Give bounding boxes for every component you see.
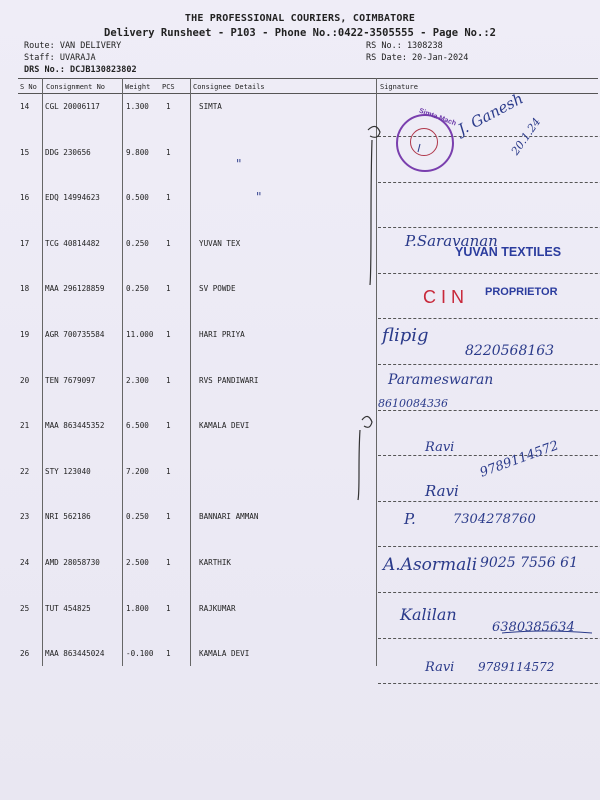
ditto-mark-16: "	[256, 190, 262, 204]
col-consignee: Consignee Details	[193, 83, 265, 91]
row-consignment-no: TEN 7679097	[45, 375, 96, 385]
rs-number: RS No.: 1308238	[366, 41, 443, 51]
row-weight: 1.800	[126, 603, 149, 613]
row-sno: 24	[20, 558, 30, 567]
row-consignee: RVS PANDIWARI	[199, 375, 259, 385]
row-sno: 23	[20, 512, 30, 522]
row-sno: 22	[20, 466, 30, 476]
yuvan-textiles-stamp: YUVAN TEXTILES	[455, 245, 562, 259]
date-row14: 20.1.24	[508, 115, 544, 158]
row-weight: 2.300	[126, 375, 149, 385]
phone-row20: 8610084336	[378, 397, 448, 410]
row-pcs: 1	[166, 238, 171, 248]
row-pcs: 1	[166, 649, 171, 659]
row-consignee: YUVAN TEX	[199, 238, 241, 248]
row-consignee: BANNARI AMMAN	[199, 512, 259, 522]
row-consignee: HARI PRIYA	[199, 330, 245, 339]
row-sno: 25	[20, 603, 30, 613]
row-weight: 7.200	[126, 466, 149, 476]
phone-row26: 9789114572	[478, 660, 555, 674]
row-weight: 11.000	[126, 330, 154, 339]
route-label: Route: VAN DELIVERY	[24, 41, 122, 51]
row-pcs: 1	[166, 421, 171, 431]
row-pcs: 1	[166, 193, 171, 203]
staff-label: Staff: UVARAJA	[24, 53, 96, 63]
row-consignee: SIMTA	[199, 102, 222, 111]
signature-row21: Ravi	[425, 440, 455, 455]
row-weight: 6.500	[126, 421, 149, 431]
row-consignment-no: EDQ 14994623	[45, 193, 100, 203]
row-sno: 16	[20, 193, 30, 203]
signature-row20: Parameswaran	[388, 372, 494, 388]
row-weight: 0.250	[126, 512, 149, 522]
row-consignment-no: MAA 296128859	[45, 284, 105, 294]
row-sno: 20	[20, 375, 30, 385]
row-weight: 0.250	[126, 284, 149, 294]
col-sno: S No	[20, 83, 37, 91]
row-consignment-no: MAA 863445352	[45, 421, 105, 431]
phone-row23: 7304278760	[453, 512, 536, 527]
cin-mark: C I N	[423, 287, 465, 307]
row-pcs: 1	[166, 603, 171, 613]
row-pcs: 1	[166, 512, 171, 522]
row-consignee: KAMALA DEVI	[199, 421, 250, 431]
row-consignment-no: STY 123040	[45, 466, 91, 476]
row-consignment-no: TUT 454825	[45, 603, 91, 613]
signature-row17: P.Saravanan	[405, 232, 498, 250]
signature-row14: J. Ganesh	[454, 89, 527, 139]
row-sno: 21	[20, 421, 30, 431]
row-sno: 26	[20, 649, 30, 659]
row-pcs: 1	[166, 558, 171, 567]
proprietor-stamp: PROPRIETOR	[485, 286, 558, 298]
phone-row25: 6380385634	[492, 620, 575, 635]
row-consignment-no: CGL 20006117	[45, 102, 100, 111]
row-pcs: 1	[166, 466, 171, 476]
phone-row19: 8220568163	[465, 343, 555, 359]
signature-row22: Ravi	[425, 482, 459, 500]
row-weight: -0.100	[126, 649, 154, 659]
rs-date: RS Date: 20-Jan-2024	[366, 53, 469, 63]
row-sno: 18	[20, 284, 30, 294]
row-sno: 15	[20, 147, 30, 157]
row-consignment-no: NRI 562186	[45, 512, 91, 522]
row-sno: 19	[20, 330, 30, 339]
col-pcs: PCS	[162, 83, 175, 91]
ditto-mark-15: "	[236, 157, 242, 171]
phone-row24: 9025 7556 61	[480, 555, 578, 571]
company-title: THE PROFESSIONAL COURIERS, COIMBATORE	[184, 13, 416, 24]
row-weight: 2.500	[126, 558, 149, 567]
row-pcs: 1	[166, 284, 171, 294]
signature-row24: A.Asormali	[383, 555, 478, 575]
row-consignee: RAJKUMAR	[199, 603, 236, 613]
row-pcs: 1	[166, 330, 171, 339]
stamp-text: Simta Mach	[417, 107, 457, 128]
row-consignment-no: DDG 230656	[45, 147, 91, 157]
row-weight: 9.800	[126, 147, 149, 157]
drs-number: DRS No.: DCJB130823802	[24, 65, 137, 75]
row-consignment-no: TCG 40814482	[45, 238, 100, 248]
row-weight: 0.250	[126, 238, 149, 248]
row-consignment-no: MAA 863445024	[45, 649, 105, 659]
row-consignee: SV POWDE	[199, 284, 236, 294]
phone-row22: 9789114572	[477, 438, 561, 481]
row-consignee: KARTHIK	[199, 558, 232, 567]
row-pcs: 1	[166, 102, 171, 111]
row-consignment-no: AMD 28058730	[45, 558, 100, 567]
col-signature: Signature	[380, 83, 418, 91]
col-weight: Weight	[125, 83, 151, 91]
row-sno: 17	[20, 238, 30, 248]
row-consignee: KAMALA DEVI	[199, 649, 250, 659]
signature-row26: Ravi	[425, 660, 455, 675]
runsheet-subtitle: Delivery Runsheet - P103 - Phone No.:0422-3505555 - Page No.:2	[104, 27, 496, 39]
signature-row19: flipig	[382, 325, 429, 346]
row-pcs: 1	[166, 375, 171, 385]
row-sno: 14	[20, 102, 30, 111]
row-weight: 1.300	[126, 102, 149, 111]
row-consignment-no: AGR 700735584	[45, 330, 105, 339]
signature-row25: Kalilan	[400, 605, 457, 624]
col-consignment: Consignment No	[46, 83, 106, 91]
row-weight: 0.500	[126, 193, 149, 203]
signature-row23: P.	[404, 510, 416, 528]
row-pcs: 1	[166, 147, 171, 157]
